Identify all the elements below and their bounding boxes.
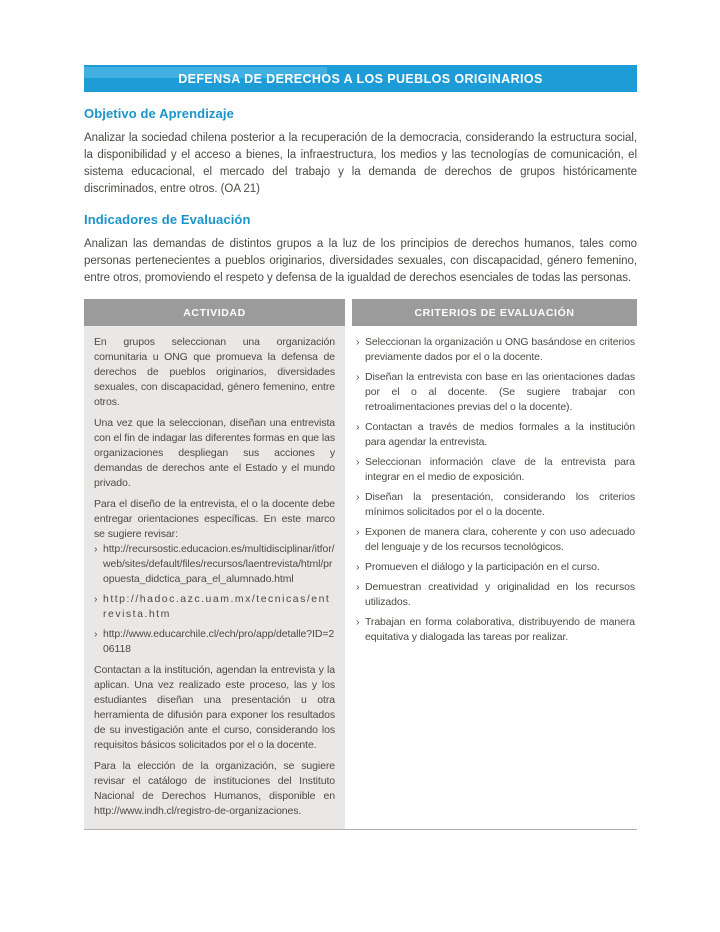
criterios-list	[356, 335, 635, 645]
document-title: DEFENSA DE DERECHOS A LOS PUEBLOS ORIGINARIOS	[178, 71, 543, 86]
actividad-paragraph: Para el diseño de la entrevista, el o la docente debe entregar orientaciones específicas. En este marco se sugiere revisar:	[94, 498, 335, 540]
criterio-item: › Trabajan en forma colaborativa, distribuyendo de manera equitativa y dialogada las tareas por realizar.	[356, 616, 635, 643]
criterio-item: › Promueven el diálogo y la participación en el curso.	[356, 561, 600, 573]
indicadores-body: Analizan las demandas de distintos grupos a la luz de los principios de derechos humanos, tales como personas pertenecientes a pueblos originarios, diversidades sexuales, con discapacidad, género femenino, entre otros, promoviendo el respeto y defensa de la igualdad de derechos esenciales de todas las personas.	[84, 238, 637, 284]
actividad-intro-paragraphs	[94, 335, 335, 542]
bullet-marker-icon: ›	[356, 616, 360, 628]
actividad-paragraph: Contactan a la institución, agendan la entrevista y la aplican. Una vez realizado este proceso, las y los estudiantes diseñan una presentación u otra herramienta de difusión para exponer los resultados de su investigación ante el curso, considerando los requisitos básicos solicitados por el o la docente.	[94, 664, 335, 751]
section-indicadores	[84, 212, 637, 287]
activity-table	[84, 299, 637, 830]
resource-link[interactable]: › http://www.educarchile.cl/ech/pro/app/detalle?ID=206118	[94, 628, 335, 655]
bullet-marker-icon: ›	[356, 526, 360, 538]
table-body-row	[84, 326, 637, 830]
criterio-item: › Diseñan la entrevista con base en las orientaciones dadas por el o al docente. (Se sugiere trabajar con retroalimentaciones previas del o la docente).	[356, 371, 635, 413]
criterio-item: › Exponen de manera clara, coherente y con uso adecuado del lenguaje y de los recursos tecnológicos.	[356, 526, 635, 553]
resource-link-list	[94, 542, 335, 657]
bullet-marker-icon: ›	[356, 491, 360, 503]
bullet-marker-icon: ›	[94, 593, 98, 605]
criterio-item: › Demuestran creatividad y originalidad en los recursos utilizados.	[356, 581, 635, 608]
column-header-actividad: ACTIVIDAD	[84, 299, 345, 326]
actividad-cell	[84, 326, 345, 829]
bullet-marker-icon: ›	[356, 581, 360, 593]
actividad-paragraph: En grupos seleccionan una organización comunitaria u ONG que promueva la defensa de derechos de pueblos originarios, diversidades sexuales, con discapacidad, género femenino, entre otros.	[94, 336, 335, 408]
actividad-paragraph: Para la elección de la organización, se sugiere revisar el catálogo de instituciones del Instituto Nacional de Derechos Humanos, disponible en http://www.indh.cl/registro-de-organizaciones.	[94, 760, 335, 817]
table-header-row	[84, 299, 637, 326]
criterio-item: › Seleccionan información clave de la entrevista para integrar en el medio de exposición.	[356, 456, 635, 483]
bullet-marker-icon: ›	[94, 543, 98, 555]
resource-link[interactable]: › http://hadoc.azc.uam.mx/tecnicas/entrevista.htm	[94, 593, 331, 620]
criterio-item: › Contactan a través de medios formales a la institución para agendar la entrevista.	[356, 421, 635, 448]
actividad-closing-paragraphs	[94, 663, 335, 819]
bullet-marker-icon: ›	[356, 561, 360, 573]
resource-link[interactable]: › http://recursostic.educacion.es/multidisciplinar/itfor/web/sites/default/files/recursos/laentrevista/html/propuesta_didctica_para_el_alumnado.html	[94, 543, 335, 585]
criterios-cell	[352, 326, 637, 829]
bullet-marker-icon: ›	[94, 628, 98, 640]
actividad-paragraph: Una vez que la seleccionan, diseñan una entrevista con el fin de indagar las diferentes formas en que las organizaciones despliegan sus acciones y demandas de derechos ante el Estado y el mundo privado.	[94, 417, 335, 489]
bullet-marker-icon: ›	[356, 456, 360, 468]
title-bar	[84, 65, 637, 92]
section-objetivo	[84, 106, 637, 198]
page-content	[84, 65, 637, 830]
objetivo-heading: Objetivo de Aprendizaje	[84, 106, 234, 121]
bullet-marker-icon: ›	[356, 371, 360, 383]
criterio-item: › Diseñan la presentación, considerando los criterios mínimos solicitados por el o la docente.	[356, 491, 635, 518]
bullet-marker-icon: ›	[356, 336, 360, 348]
indicadores-heading: Indicadores de Evaluación	[84, 212, 251, 227]
bullet-marker-icon: ›	[356, 421, 360, 433]
objetivo-body: Analizar la sociedad chilena posterior a la recuperación de la democracia, considerando la estructura social, la disponibilidad y el acceso a bienes, la infraestructura, los medios y las tecnologías de comunicación, el sistema educacional, el mercado del trabajo y la demanda de derechos de grupos históricamente discriminados, entre otros. (OA 21)	[84, 132, 637, 195]
criterio-item: › Seleccionan la organización u ONG basándose en criterios previamente dados por el o la docente.	[356, 336, 635, 363]
column-header-criterios: CRITERIOS DE EVALUACIÓN	[352, 299, 637, 326]
